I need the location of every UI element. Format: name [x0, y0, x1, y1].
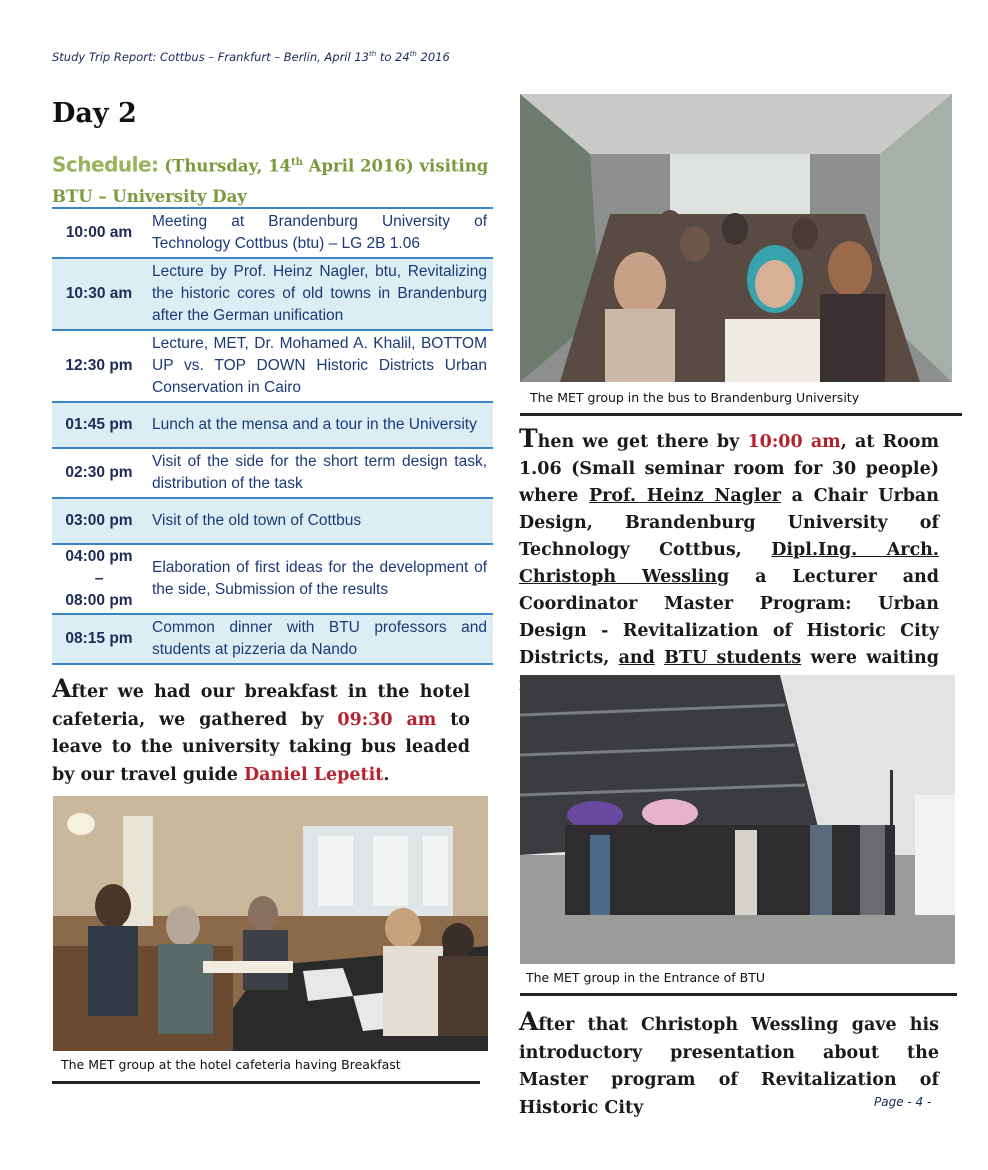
schedule-row	[52, 614, 493, 664]
schedule-row	[52, 208, 493, 258]
schedule-time: 12:30 pm	[65, 357, 133, 374]
entrance-photo	[520, 675, 955, 964]
schedule-time: 02:30 pm	[65, 464, 133, 481]
schedule-desc: Lunch at the mensa and a tour in the University	[152, 416, 477, 433]
bus-divider	[520, 413, 962, 416]
schedule-time: 10:30 am	[65, 285, 133, 302]
schedule-desc: Lecture by Prof. Heinz Nagler, btu, Revitalizing the historic cores of old towns in Brandenburg after the German unification	[152, 263, 487, 324]
bus-caption: The MET group in the bus to Brandenburg University	[530, 390, 860, 405]
day-title: Day 2	[52, 98, 137, 129]
schedule-desc: Elaboration of first ideas for the development of the side, Submission of the results	[152, 559, 487, 598]
schedule-heading: Schedule: (Thursday, 14th April 2016) visiting BTU – University Day	[52, 152, 489, 206]
cafeteria-photo	[53, 796, 488, 1051]
page-number: Page - 4 -	[874, 1095, 932, 1109]
schedule-row	[52, 330, 493, 402]
schedule-time: 03:00 pm	[65, 512, 133, 529]
breakfast-paragraph: After we had our breakfast in the hotel cafeteria, we gathered by 09:30 am to leave to the university taking bus leaded by our travel guide Daniel Lepetit.	[52, 674, 470, 785]
schedule-time: 08:15 pm	[65, 630, 133, 647]
presentation-paragraph: After that Christoph Wessling gave his introductory presentation about the Master program of Revitalization of Historic City	[519, 1007, 939, 1118]
schedule-time: 04:00 pm – 08:00 pm	[65, 548, 133, 609]
schedule-row	[52, 544, 493, 614]
cafeteria-divider	[52, 1081, 480, 1084]
schedule-desc: Visit of the old town of Cottbus	[152, 512, 362, 529]
report-header: Study Trip Report: Cottbus – Frankfurt – Berlin, April 13th to 24th 2016	[52, 50, 450, 64]
entrance-divider	[520, 993, 957, 996]
schedule-desc: Visit of the side for the short term design task, distribution of the task	[152, 453, 487, 492]
schedule-time: 01:45 pm	[65, 416, 133, 433]
arrival-paragraph: Then we get there by 10:00 am, at Room 1.06 (Small seminar room for 30 people) where Prof. Heinz Nagler a Chair Urban Design, Brandenburg University of Technology Cottbus, Dipl.Ing. Arch. Christoph Wessling a Lecturer and Coordinator Master Program: Urban Design - Revitalization of Historic City Districts, and BTU students were waiting	[519, 424, 940, 668]
schedule-table	[52, 207, 493, 665]
bus-photo	[520, 94, 952, 382]
schedule-row	[52, 402, 493, 448]
schedule-desc: Common dinner with BTU professors and students at pizzeria da Nando	[152, 619, 487, 658]
entrance-caption: The MET group in the Entrance of BTU	[526, 970, 766, 985]
schedule-row	[52, 498, 493, 544]
cafeteria-caption: The MET group at the hotel cafeteria having Breakfast	[61, 1057, 401, 1072]
schedule-row	[52, 448, 493, 498]
schedule-desc: Meeting at Brandenburg University of Technology Cottbus (btu) – LG 2B 1.06	[152, 213, 487, 252]
schedule-row	[52, 258, 493, 330]
schedule-desc: Lecture, MET, Dr. Mohamed A. Khalil, BOTTOM UP vs. TOP DOWN Historic Districts Urban Conservation in Cairo	[152, 335, 487, 396]
schedule-time: 10:00 am	[65, 224, 133, 241]
